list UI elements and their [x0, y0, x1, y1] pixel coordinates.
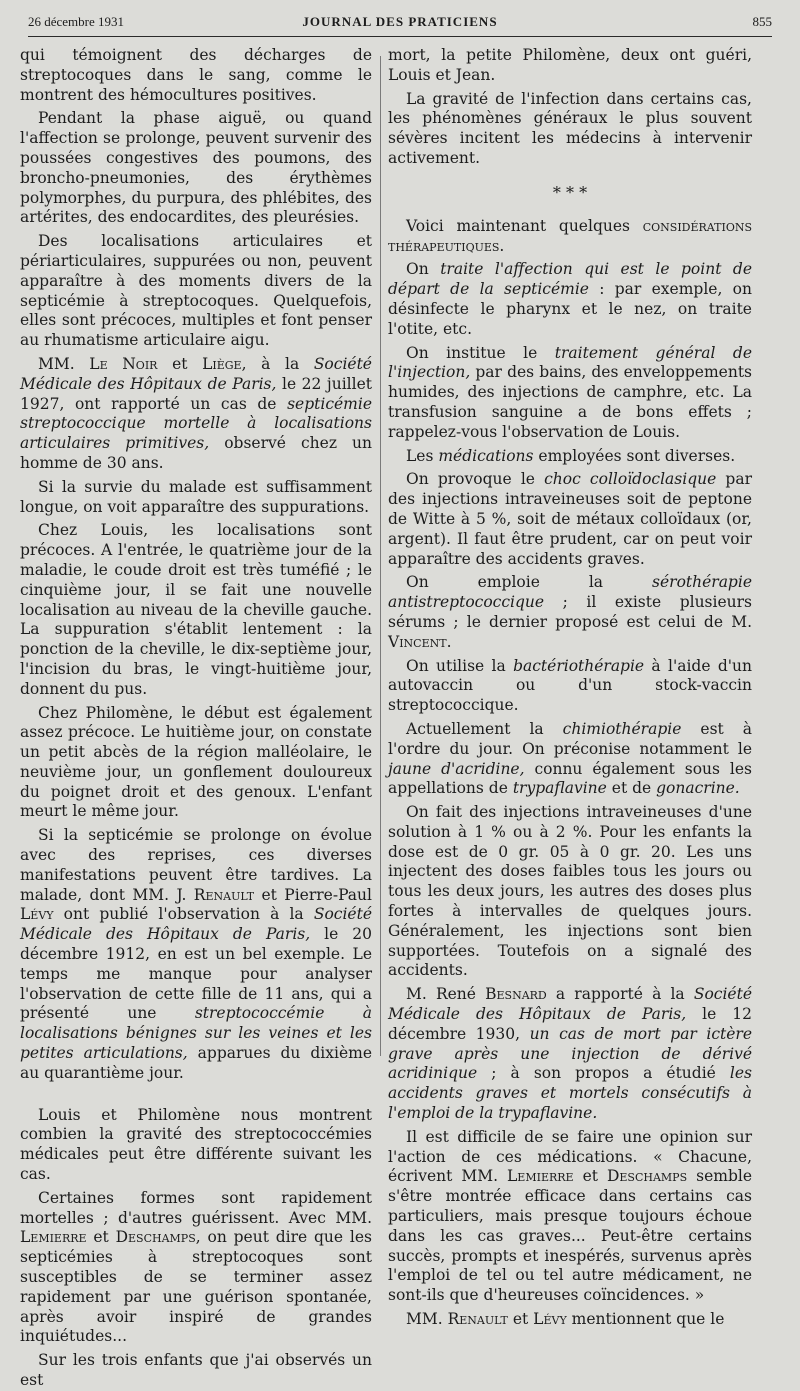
paragraph: On utilise la bactériothérapie à l'aide d'un autovaccin ou d'un stock-vaccin streptococcique. [388, 656, 752, 715]
paragraph: On institue le traitement général de l'injection, par des bains, des enveloppements humides, des injections de camphre, etc. La transfusion sanguine a de bons effets ; rappelez-vous l'observation de Louis. [388, 343, 752, 441]
paragraph: Les médications employées sont diverses. [406, 446, 736, 465]
paragraph: La gravité de l'infection dans certains cas, les phénomènes généraux le plus souvent sévères incitent les médecins à intervenir activement. [388, 89, 752, 167]
paragraph: MM. Renault et Lévy mentionnent que le [406, 1310, 725, 1329]
paragraph: On fait des injections intraveineuses d'une solution à 1 % ou à 2 %. Pour les enfants la dose est de 0 gr. 05 à 0 gr. 20. Les uns injectent des doses faibles tous les jours ou tous les deux jours, les autres des doses plus fortes à intervalles de quelques jours. Généralement, les injections sont bien supportées. Toutefois on a signalé des accidents. [388, 803, 752, 980]
journal-title: JOURNAL DES PRATICIENS [302, 14, 498, 29]
asterism-separator: * * * [552, 182, 588, 202]
running-header [28, 10, 772, 34]
paragraph: MM. Le Noir et Liège, à la Société Médicale des Hôpitaux de Paris, le 22 juillet 1927, ont rapporté un cas de septicémie streptococcique mortelle à localisations articulaires primitives, observé chez un homme de 30 ans. [20, 354, 372, 472]
paragraph: Certaines formes sont rapidement mortelles ; d'autres guérissent. Avec MM. Lemierre et Deschamps, on peut dire que les septicémies à streptocoques sont susceptibles de se terminer assez rapidement par une guérison spontanée, après avoir inspiré de grandes inquiétudes... [20, 1188, 372, 1346]
paragraph: Louis et Philomène nous montrent combien la gravité des streptococcémies médicales peut être différente suivant les cas. [20, 1105, 372, 1184]
paragraph: Chez Philomène, le début est également assez précoce. Le huitième jour, on constate un petit abcès de la région malléolaire, le neuvième jour, un gonflement douloureux du poignet droit et des genoux. L'enfant meurt le même jour. [20, 703, 372, 821]
right-column [388, 46, 753, 1329]
paragraph: Chez Louis, les localisations sont précoces. A l'entrée, le quatrième jour de la maladie, le coude droit est très tuméfié ; le cinquième jour, il se fait une nouvelle localisation au niveau de la cheville gauche. La suppuration s'établit lentement : la ponction de la cheville, le dix-septième jour, l'incision du bras, le vingt-huitième jour, donnent du pus. [20, 521, 372, 698]
header-date: 26 décembre 1931 [28, 14, 125, 29]
paragraph: Sur les trois enfants que j'ai observés un est [20, 1351, 372, 1389]
paragraph: Des localisations articulaires et périarticulaires, suppurées ou non, peuvent apparaître à des moments divers de la septicémie à streptocoques. Quelquefois, elles sont précoces, multiples et font penser au rhumatisme articulaire aigu. [20, 232, 372, 350]
paragraph: M. René Besnard a rapporté à la Société Médicale des Hôpitaux de Paris, le 12 décembre 1930, un cas de mort par ictère grave après une injection de dérivé acridinique ; à son propos a étudié les accidents graves et mortels consécutifs à l'emploi de la trypaflavine. [388, 985, 753, 1123]
paragraph: Pendant la phase aiguë, ou quand l'affection se prolonge, peuvent survenir des poussées congestives des poumons, des broncho-pneumonies, des érythèmes polymorphes, du purpura, des phlébites, des artérites, des endocardites, des pleurésies. [20, 109, 372, 227]
header-rule [28, 36, 772, 37]
paragraph: On emploie la sérothérapie antistreptococcique ; il existe plusieurs sérums ; le dernier proposé est celui de M. Vincent. [388, 573, 752, 651]
paragraph: mort, la petite Philomène, deux ont guéri, Louis et Jean. [388, 46, 752, 84]
paragraph: qui témoignent des décharges de streptocoques dans le sang, comme le montrent des hémocultures positives. [20, 46, 372, 104]
column-rule [380, 56, 381, 1056]
paragraph: Actuellement la chimiothérapie est à l'ordre du jour. On préconise notamment le jaune d'acridine, connu également sous les appellations de trypaflavine et de gonacrine. [388, 719, 753, 798]
paragraph: Voici maintenant quelques considérations thérapeutiques. [388, 216, 752, 255]
page-number: 855 [752, 14, 772, 29]
left-column [20, 46, 372, 1389]
paragraph: Si la septicémie se prolonge on évolue avec des reprises, ces diverses manifestations peuvent être tardives. La malade, dont MM. J. Renault et Pierre-Paul Lévy ont publié l'observation à la Société Médicale des Hôpitaux de Paris, le 20 décembre 1912, en est un bel exemple. Le temps me manque pour analyser l'observation de cette fille de 11 ans, qui a présenté une streptococcémie à localisations bénignes sur les veines et les petites articulations, apparues du dixième au quarantième jour. [20, 826, 372, 1082]
paragraph: On provoque le choc colloïdoclasique par des injections intraveineuses soit de peptone de Witte à 5 %, soit de métaux colloïdaux (or, argent). Il faut être prudent, car on peut voir apparaître des accidents graves. [388, 470, 753, 568]
paragraph: Il est difficile de se faire une opinion sur l'action de ces médications. « Chacune, écrivent MM. Lemierre et Deschamps semble s'être montrée efficace dans certains cas particuliers, mais presque toujours échoue dans les cas graves... Peut-être certains succès, prompts et inespérés, survenus après l'emploi de tel ou tel autre médicament, ne sont-ils que d'heureuses coïncidences. » [388, 1127, 752, 1305]
paragraph: Si la survie du malade est suffisamment longue, on voit apparaître des suppurations. [20, 477, 372, 516]
paragraph: On traite l'affection qui est le point de départ de la septicémie : par exemple, on désinfecte le pharynx et le nez, on traite l'otite, etc. [388, 260, 752, 338]
